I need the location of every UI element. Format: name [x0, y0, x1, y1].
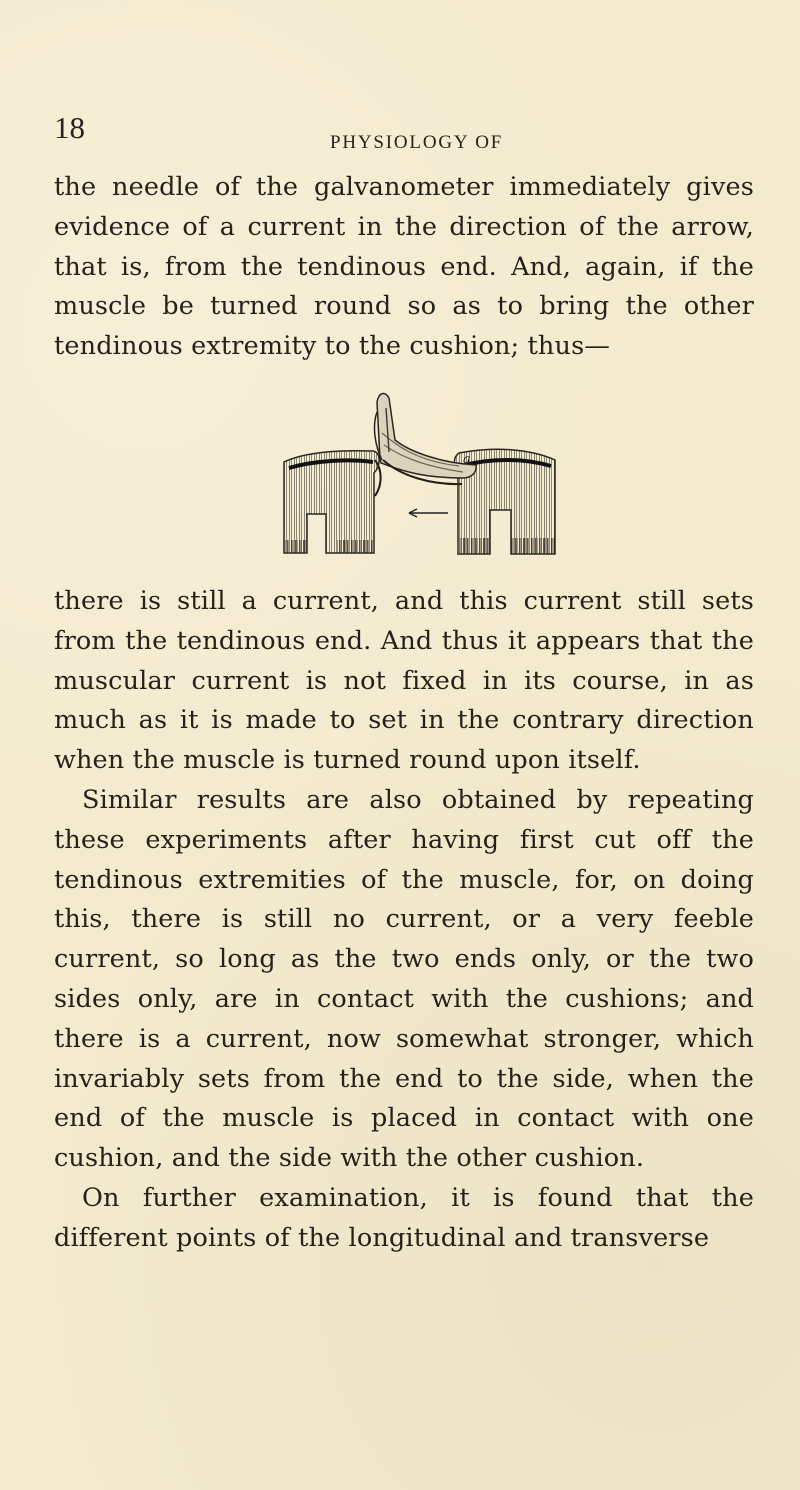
left-cushion [284, 451, 379, 553]
muscle-cushion-illustration [279, 390, 559, 565]
muscle-cushion-figure [279, 390, 559, 565]
opening-text-block [54, 168, 754, 367]
paragraph-result: there is still a current, and this current still sets from the tendinous end. And thus it appears that the muscular current is not fixed in its course, in as much as it is made to set in the contrary direction when the muscle is turned round upon itself. [54, 586, 754, 776]
paragraph-similar-results: Similar results are also obtained by repeating these experiments after having first cut off the tendinous extremities of the muscle, for, on doing this, there is still no current, or a very feeble current, so long as the two ends only, or the two sides only, are in contact with the cushions; and there is a current, now somewhat stronger, which invariably sets from the end to the side, when the end of the muscle is placed in contact with one cushion, and the side with the other cushion. [54, 784, 754, 1174]
running-title: PHYSIOLOGY OF [330, 132, 504, 153]
figure-label-a: a [463, 452, 471, 467]
paragraph-continuation: the needle of the galvanometer immediately gives evidence of a current in the direction of the arrow, that is, from the tendinous end. And, again, if the muscle be turned round so as to bring the other tendinous extremity to the cushion; thus— [54, 172, 754, 362]
continued-text-block [54, 582, 754, 1259]
paragraph-further-examination: On further examination, it is found that the different points of the longitudinal and transverse [54, 1182, 754, 1253]
running-head [52, 112, 752, 162]
page-number: 18 [54, 110, 85, 145]
current-arrow [409, 509, 448, 517]
